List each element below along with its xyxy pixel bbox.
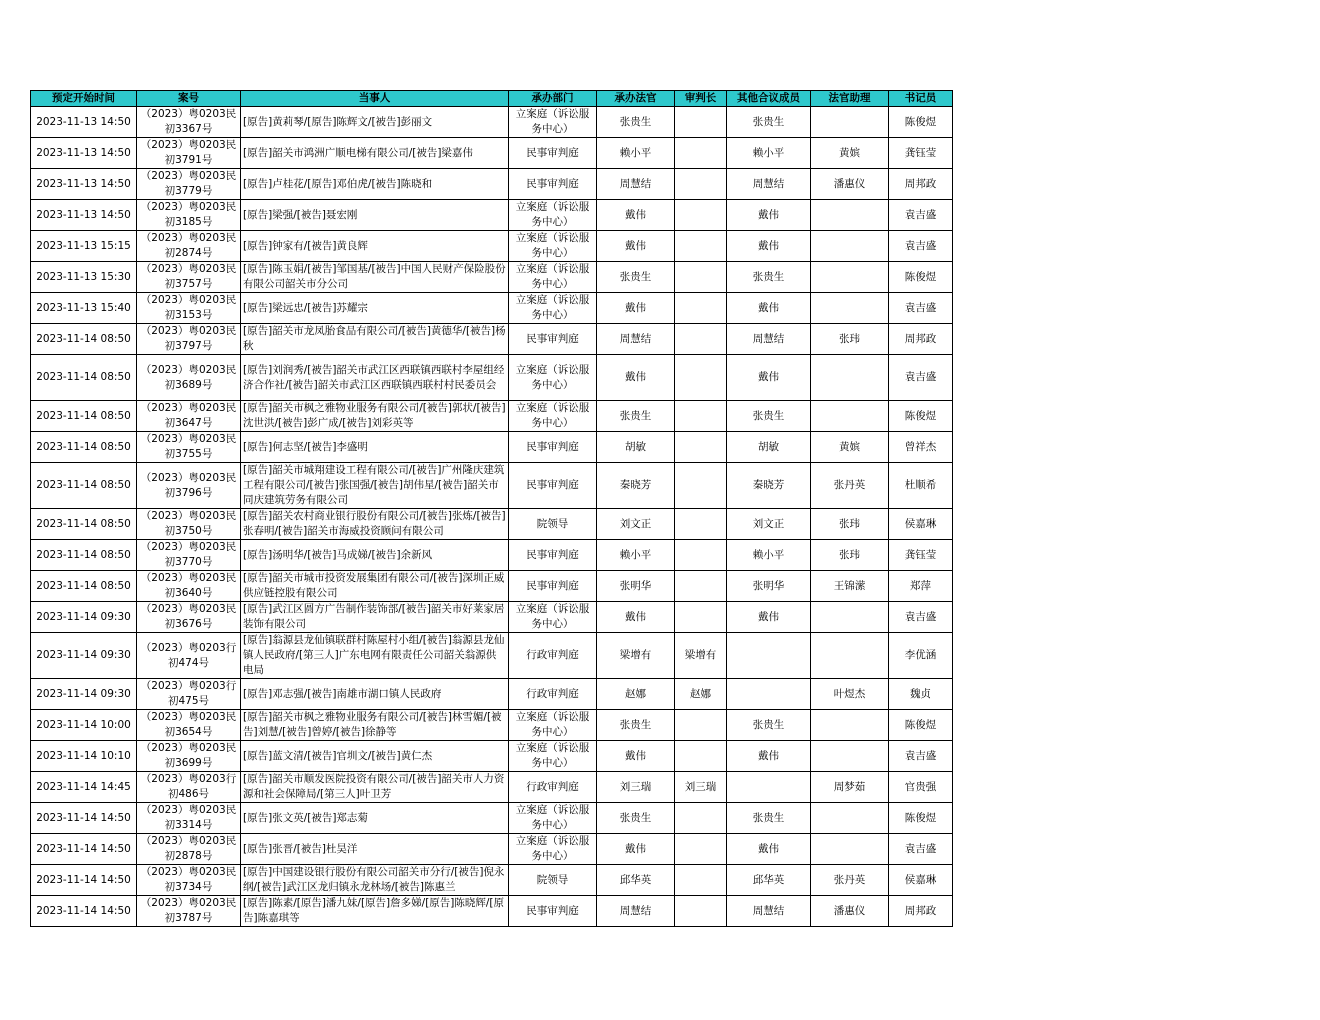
case-number-cell: （2023）粤0203民初3770号 xyxy=(137,540,241,571)
judge-assistant-cell xyxy=(811,633,889,679)
department-cell: 民事审判庭 xyxy=(509,169,597,200)
start-time-cell: 2023-11-14 08:50 xyxy=(31,509,137,540)
department-cell: 立案庭（诉讼服务中心） xyxy=(509,355,597,401)
presiding-judge-cell xyxy=(675,293,727,324)
presiding-judge-cell xyxy=(675,803,727,834)
panel-member-cell: 戴伟 xyxy=(727,200,811,231)
panel-member-cell: 邱华英 xyxy=(727,865,811,896)
judge-assistant-cell: 黄嫔 xyxy=(811,138,889,169)
case-number-cell: （2023）粤0203行初486号 xyxy=(137,772,241,803)
panel-member-cell: 戴伟 xyxy=(727,741,811,772)
judge-assistant-cell: 周梦茹 xyxy=(811,772,889,803)
judge-cell: 秦晓芳 xyxy=(597,463,675,509)
case-number-cell: （2023）粤0203民初3314号 xyxy=(137,803,241,834)
department-cell: 行政审判庭 xyxy=(509,633,597,679)
case-number-cell: （2023）粤0203民初3640号 xyxy=(137,571,241,602)
panel-member-cell: 周慧结 xyxy=(727,169,811,200)
clerk-cell: 侯嘉琳 xyxy=(889,865,953,896)
column-header: 审判长 xyxy=(675,91,727,107)
clerk-cell: 周邦政 xyxy=(889,169,953,200)
parties-cell: [原告]韶关市枫之雅物业服务有限公司/[被告]郭状/[被告]沈世洪/[被告]彭广成/[被告]刘彩英等 xyxy=(241,401,509,432)
table-row xyxy=(31,772,953,803)
judge-assistant-cell: 王锦潆 xyxy=(811,571,889,602)
department-cell: 民事审判庭 xyxy=(509,432,597,463)
table-row xyxy=(31,803,953,834)
clerk-cell: 官贵强 xyxy=(889,772,953,803)
case-number-cell: （2023）粤0203民初3676号 xyxy=(137,602,241,633)
presiding-judge-cell xyxy=(675,169,727,200)
case-number-cell: （2023）粤0203民初3779号 xyxy=(137,169,241,200)
department-cell: 院领导 xyxy=(509,509,597,540)
start-time-cell: 2023-11-14 14:50 xyxy=(31,803,137,834)
clerk-cell: 龚钰莹 xyxy=(889,540,953,571)
presiding-judge-cell xyxy=(675,865,727,896)
presiding-judge-cell xyxy=(675,401,727,432)
judge-cell: 赵娜 xyxy=(597,679,675,710)
start-time-cell: 2023-11-14 14:50 xyxy=(31,896,137,927)
table-row xyxy=(31,107,953,138)
judge-assistant-cell xyxy=(811,200,889,231)
clerk-cell: 陈俊煜 xyxy=(889,803,953,834)
clerk-cell: 周邦政 xyxy=(889,896,953,927)
table-row xyxy=(31,231,953,262)
department-cell: 立案庭（诉讼服务中心） xyxy=(509,602,597,633)
judge-cell: 戴伟 xyxy=(597,200,675,231)
presiding-judge-cell xyxy=(675,741,727,772)
start-time-cell: 2023-11-14 08:50 xyxy=(31,324,137,355)
clerk-cell: 袁吉盛 xyxy=(889,231,953,262)
panel-member-cell: 张明华 xyxy=(727,571,811,602)
clerk-cell: 曾祥杰 xyxy=(889,432,953,463)
judge-assistant-cell: 潘惠仪 xyxy=(811,896,889,927)
judge-assistant-cell xyxy=(811,262,889,293)
judge-assistant-cell xyxy=(811,355,889,401)
start-time-cell: 2023-11-14 10:10 xyxy=(31,741,137,772)
judge-cell: 张贵生 xyxy=(597,401,675,432)
department-cell: 院领导 xyxy=(509,865,597,896)
judge-assistant-cell xyxy=(811,293,889,324)
column-header: 当事人 xyxy=(241,91,509,107)
table-row xyxy=(31,571,953,602)
table-row xyxy=(31,509,953,540)
panel-member-cell: 张贵生 xyxy=(727,710,811,741)
case-number-cell: （2023）粤0203民初3654号 xyxy=(137,710,241,741)
case-number-cell: （2023）粤0203民初3787号 xyxy=(137,896,241,927)
case-number-cell: （2023）粤0203民初3367号 xyxy=(137,107,241,138)
panel-member-cell: 戴伟 xyxy=(727,231,811,262)
panel-member-cell: 戴伟 xyxy=(727,293,811,324)
start-time-cell: 2023-11-14 09:30 xyxy=(31,679,137,710)
judge-cell: 邱华英 xyxy=(597,865,675,896)
case-number-cell: （2023）粤0203民初2878号 xyxy=(137,834,241,865)
judge-assistant-cell xyxy=(811,710,889,741)
panel-member-cell xyxy=(727,679,811,710)
department-cell: 民事审判庭 xyxy=(509,540,597,571)
start-time-cell: 2023-11-14 10:00 xyxy=(31,710,137,741)
judge-cell: 戴伟 xyxy=(597,231,675,262)
column-header: 案号 xyxy=(137,91,241,107)
column-header: 承办部门 xyxy=(509,91,597,107)
clerk-cell: 陈俊煜 xyxy=(889,401,953,432)
panel-member-cell: 戴伟 xyxy=(727,602,811,633)
table-row xyxy=(31,169,953,200)
clerk-cell: 魏贞 xyxy=(889,679,953,710)
start-time-cell: 2023-11-14 08:50 xyxy=(31,401,137,432)
parties-cell: [原告]卢桂花/[原告]邓伯虎/[被告]陈晓和 xyxy=(241,169,509,200)
table-row xyxy=(31,834,953,865)
presiding-judge-cell xyxy=(675,710,727,741)
judge-assistant-cell xyxy=(811,401,889,432)
judge-cell: 戴伟 xyxy=(597,355,675,401)
judge-assistant-cell: 张丹英 xyxy=(811,865,889,896)
case-number-cell: （2023）粤0203民初3796号 xyxy=(137,463,241,509)
start-time-cell: 2023-11-14 14:50 xyxy=(31,865,137,896)
panel-member-cell: 刘文正 xyxy=(727,509,811,540)
presiding-judge-cell xyxy=(675,432,727,463)
presiding-judge-cell xyxy=(675,355,727,401)
judge-cell: 赖小平 xyxy=(597,540,675,571)
judge-cell: 戴伟 xyxy=(597,293,675,324)
case-number-cell: （2023）粤0203民初3699号 xyxy=(137,741,241,772)
start-time-cell: 2023-11-14 08:50 xyxy=(31,355,137,401)
department-cell: 立案庭（诉讼服务中心） xyxy=(509,231,597,262)
department-cell: 行政审判庭 xyxy=(509,679,597,710)
header-row xyxy=(31,91,953,107)
presiding-judge-cell xyxy=(675,231,727,262)
judge-assistant-cell: 张玮 xyxy=(811,540,889,571)
judge-cell: 周慧结 xyxy=(597,324,675,355)
start-time-cell: 2023-11-14 08:50 xyxy=(31,463,137,509)
judge-cell: 张贵生 xyxy=(597,803,675,834)
presiding-judge-cell xyxy=(675,896,727,927)
start-time-cell: 2023-11-14 08:50 xyxy=(31,432,137,463)
department-cell: 民事审判庭 xyxy=(509,896,597,927)
presiding-judge-cell xyxy=(675,834,727,865)
department-cell: 立案庭（诉讼服务中心） xyxy=(509,200,597,231)
parties-cell: [原告]中国建设银行股份有限公司韶关市分行/[被告]倪永纲/[被告]武江区龙归镇永龙林场/[被告]陈惠兰 xyxy=(241,865,509,896)
presiding-judge-cell xyxy=(675,509,727,540)
clerk-cell: 袁吉盛 xyxy=(889,200,953,231)
judge-cell: 张贵生 xyxy=(597,107,675,138)
panel-member-cell: 戴伟 xyxy=(727,834,811,865)
judge-assistant-cell xyxy=(811,107,889,138)
parties-cell: [原告]张文英/[被告]郑志菊 xyxy=(241,803,509,834)
judge-assistant-cell: 张玮 xyxy=(811,324,889,355)
department-cell: 行政审判庭 xyxy=(509,772,597,803)
parties-cell: [原告]梁强/[被告]聂宏刚 xyxy=(241,200,509,231)
judge-assistant-cell: 潘惠仪 xyxy=(811,169,889,200)
hearing-schedule-table xyxy=(30,90,953,927)
panel-member-cell: 周慧结 xyxy=(727,896,811,927)
table-row xyxy=(31,896,953,927)
case-number-cell: （2023）粤0203民初3755号 xyxy=(137,432,241,463)
parties-cell: [原告]韶关农村商业银行股份有限公司/[被告]张炼/[被告]张春明/[被告]韶关市海威投资顾问有限公司 xyxy=(241,509,509,540)
start-time-cell: 2023-11-13 14:50 xyxy=(31,200,137,231)
clerk-cell: 陈俊煜 xyxy=(889,107,953,138)
parties-cell: [原告]韶关市枫之雅物业服务有限公司/[被告]林雪媚/[被告]刘慧/[被告]曾婷/[被告]徐静等 xyxy=(241,710,509,741)
presiding-judge-cell xyxy=(675,571,727,602)
clerk-cell: 袁吉盛 xyxy=(889,293,953,324)
judge-cell: 周慧结 xyxy=(597,896,675,927)
clerk-cell: 周邦政 xyxy=(889,324,953,355)
judge-assistant-cell xyxy=(811,741,889,772)
presiding-judge-cell xyxy=(675,107,727,138)
judge-cell: 张贵生 xyxy=(597,262,675,293)
table-row xyxy=(31,679,953,710)
case-number-cell: （2023）粤0203民初3757号 xyxy=(137,262,241,293)
department-cell: 立案庭（诉讼服务中心） xyxy=(509,834,597,865)
start-time-cell: 2023-11-14 08:50 xyxy=(31,571,137,602)
clerk-cell: 袁吉盛 xyxy=(889,355,953,401)
panel-member-cell: 秦晓芳 xyxy=(727,463,811,509)
case-number-cell: （2023）粤0203民初3153号 xyxy=(137,293,241,324)
parties-cell: [原告]何志坚/[被告]李盛明 xyxy=(241,432,509,463)
case-number-cell: （2023）粤0203民初3734号 xyxy=(137,865,241,896)
table-row xyxy=(31,463,953,509)
clerk-cell: 郑萍 xyxy=(889,571,953,602)
clerk-cell: 陈俊煜 xyxy=(889,262,953,293)
table-row xyxy=(31,262,953,293)
judge-cell: 戴伟 xyxy=(597,834,675,865)
judge-cell: 戴伟 xyxy=(597,602,675,633)
clerk-cell: 杜顺希 xyxy=(889,463,953,509)
clerk-cell: 龚钰莹 xyxy=(889,138,953,169)
parties-cell: [原告]张晋/[被告]杜昊洋 xyxy=(241,834,509,865)
panel-member-cell: 戴伟 xyxy=(727,355,811,401)
clerk-cell: 袁吉盛 xyxy=(889,741,953,772)
table-row xyxy=(31,138,953,169)
table-row xyxy=(31,865,953,896)
panel-member-cell: 张贵生 xyxy=(727,107,811,138)
judge-cell: 张明华 xyxy=(597,571,675,602)
judge-cell: 胡敏 xyxy=(597,432,675,463)
parties-cell: [原告]汤明华/[被告]马成娣/[被告]余新风 xyxy=(241,540,509,571)
case-number-cell: （2023）粤0203民初3185号 xyxy=(137,200,241,231)
case-number-cell: （2023）粤0203行初475号 xyxy=(137,679,241,710)
table-row xyxy=(31,293,953,324)
panel-member-cell: 胡敏 xyxy=(727,432,811,463)
panel-member-cell xyxy=(727,772,811,803)
panel-member-cell xyxy=(727,633,811,679)
case-number-cell: （2023）粤0203民初3797号 xyxy=(137,324,241,355)
department-cell: 立案庭（诉讼服务中心） xyxy=(509,401,597,432)
department-cell: 民事审判庭 xyxy=(509,463,597,509)
presiding-judge-cell: 刘三瑞 xyxy=(675,772,727,803)
presiding-judge-cell: 梁增有 xyxy=(675,633,727,679)
table-row xyxy=(31,324,953,355)
start-time-cell: 2023-11-13 14:50 xyxy=(31,107,137,138)
presiding-judge-cell xyxy=(675,262,727,293)
table-row xyxy=(31,602,953,633)
judge-cell: 张贵生 xyxy=(597,710,675,741)
judge-assistant-cell xyxy=(811,602,889,633)
parties-cell: [原告]钟家有/[被告]黄良辉 xyxy=(241,231,509,262)
department-cell: 立案庭（诉讼服务中心） xyxy=(509,710,597,741)
start-time-cell: 2023-11-14 09:30 xyxy=(31,602,137,633)
judge-assistant-cell xyxy=(811,834,889,865)
parties-cell: [原告]刘润秀/[被告]韶关市武江区西联镇西联村李屋组经济合作社/[被告]韶关市武江区西联镇西联村村民委员会 xyxy=(241,355,509,401)
parties-cell: [原告]蓝文清/[被告]官圳文/[被告]黄仁杰 xyxy=(241,741,509,772)
department-cell: 立案庭（诉讼服务中心） xyxy=(509,293,597,324)
panel-member-cell: 赖小平 xyxy=(727,540,811,571)
judge-assistant-cell: 黄嫔 xyxy=(811,432,889,463)
parties-cell: [原告]黄莉琴/[原告]陈辉文/[被告]彭丽文 xyxy=(241,107,509,138)
case-number-cell: （2023）粤0203民初3750号 xyxy=(137,509,241,540)
panel-member-cell: 张贵生 xyxy=(727,401,811,432)
judge-assistant-cell: 叶煜杰 xyxy=(811,679,889,710)
judge-cell: 刘文正 xyxy=(597,509,675,540)
parties-cell: [原告]邓志强/[被告]南雄市湖口镇人民政府 xyxy=(241,679,509,710)
clerk-cell: 陈俊煜 xyxy=(889,710,953,741)
presiding-judge-cell xyxy=(675,602,727,633)
panel-member-cell: 张贵生 xyxy=(727,803,811,834)
parties-cell: [原告]梁远忠/[被告]苏耀宗 xyxy=(241,293,509,324)
judge-assistant-cell xyxy=(811,231,889,262)
presiding-judge-cell: 赵娜 xyxy=(675,679,727,710)
case-number-cell: （2023）粤0203行初474号 xyxy=(137,633,241,679)
table-row xyxy=(31,741,953,772)
clerk-cell: 袁吉盛 xyxy=(889,834,953,865)
parties-cell: [原告]韶关市城翔建设工程有限公司/[被告]广州隆庆建筑工程有限公司/[被告]张国强/[被告]胡伟星/[被告]韶关市同庆建筑劳务有限公司 xyxy=(241,463,509,509)
clerk-cell: 侯嘉琳 xyxy=(889,509,953,540)
column-header: 书记员 xyxy=(889,91,953,107)
parties-cell: [原告]武江区圆方广告制作装饰部/[被告]韶关市好莱家居装饰有限公司 xyxy=(241,602,509,633)
start-time-cell: 2023-11-13 15:15 xyxy=(31,231,137,262)
table-row xyxy=(31,432,953,463)
department-cell: 立案庭（诉讼服务中心） xyxy=(509,741,597,772)
judge-cell: 戴伟 xyxy=(597,741,675,772)
panel-member-cell: 赖小平 xyxy=(727,138,811,169)
start-time-cell: 2023-11-13 15:40 xyxy=(31,293,137,324)
start-time-cell: 2023-11-14 08:50 xyxy=(31,540,137,571)
start-time-cell: 2023-11-13 14:50 xyxy=(31,138,137,169)
presiding-judge-cell xyxy=(675,463,727,509)
judge-cell: 赖小平 xyxy=(597,138,675,169)
judge-cell: 周慧结 xyxy=(597,169,675,200)
column-header: 其他合议成员 xyxy=(727,91,811,107)
presiding-judge-cell xyxy=(675,324,727,355)
parties-cell: [原告]韶关市龙凤胎食品有限公司/[被告]黄德华/[被告]杨秋 xyxy=(241,324,509,355)
judge-assistant-cell: 张丹英 xyxy=(811,463,889,509)
parties-cell: [原告]韶关市顺发医院投资有限公司/[被告]韶关市人力资源和社会保障局/[第三人]叶卫芳 xyxy=(241,772,509,803)
table-row xyxy=(31,710,953,741)
judge-assistant-cell xyxy=(811,803,889,834)
table-row xyxy=(31,401,953,432)
clerk-cell: 李优涵 xyxy=(889,633,953,679)
start-time-cell: 2023-11-13 14:50 xyxy=(31,169,137,200)
parties-cell: [原告]陈素/[原告]潘九妹/[原告]詹多娣/[原告]陈晓辉/[原告]陈嘉琪等 xyxy=(241,896,509,927)
table-row xyxy=(31,633,953,679)
presiding-judge-cell xyxy=(675,540,727,571)
department-cell: 立案庭（诉讼服务中心） xyxy=(509,262,597,293)
start-time-cell: 2023-11-13 15:30 xyxy=(31,262,137,293)
parties-cell: [原告]韶关市城市投资发展集团有限公司/[被告]深圳正威供应链控股有限公司 xyxy=(241,571,509,602)
department-cell: 立案庭（诉讼服务中心） xyxy=(509,803,597,834)
start-time-cell: 2023-11-14 14:45 xyxy=(31,772,137,803)
presiding-judge-cell xyxy=(675,200,727,231)
column-header: 预定开始时间 xyxy=(31,91,137,107)
start-time-cell: 2023-11-14 09:30 xyxy=(31,633,137,679)
judge-cell: 梁增有 xyxy=(597,633,675,679)
department-cell: 立案庭（诉讼服务中心） xyxy=(509,107,597,138)
column-header: 法官助理 xyxy=(811,91,889,107)
case-number-cell: （2023）粤0203民初3791号 xyxy=(137,138,241,169)
case-number-cell: （2023）粤0203民初3689号 xyxy=(137,355,241,401)
case-number-cell: （2023）粤0203民初2874号 xyxy=(137,231,241,262)
presiding-judge-cell xyxy=(675,138,727,169)
parties-cell: [原告]翁源县龙仙镇联群村陈屋村小组/[被告]翁源县龙仙镇人民政府/[第三人]广东电网有限责任公司韶关翁源供电局 xyxy=(241,633,509,679)
parties-cell: [原告]陈玉娟/[被告]邹国基/[被告]中国人民财产保险股份有限公司韶关市分公司 xyxy=(241,262,509,293)
department-cell: 民事审判庭 xyxy=(509,324,597,355)
panel-member-cell: 周慧结 xyxy=(727,324,811,355)
case-number-cell: （2023）粤0203民初3647号 xyxy=(137,401,241,432)
table-row xyxy=(31,355,953,401)
department-cell: 民事审判庭 xyxy=(509,571,597,602)
column-header: 承办法官 xyxy=(597,91,675,107)
table-row xyxy=(31,540,953,571)
judge-cell: 刘三瑞 xyxy=(597,772,675,803)
table-row xyxy=(31,200,953,231)
panel-member-cell: 张贵生 xyxy=(727,262,811,293)
judge-assistant-cell: 张玮 xyxy=(811,509,889,540)
department-cell: 民事审判庭 xyxy=(509,138,597,169)
parties-cell: [原告]韶关市鸿洲广顺电梯有限公司/[被告]梁嘉伟 xyxy=(241,138,509,169)
clerk-cell: 袁吉盛 xyxy=(889,602,953,633)
start-time-cell: 2023-11-14 14:50 xyxy=(31,834,137,865)
